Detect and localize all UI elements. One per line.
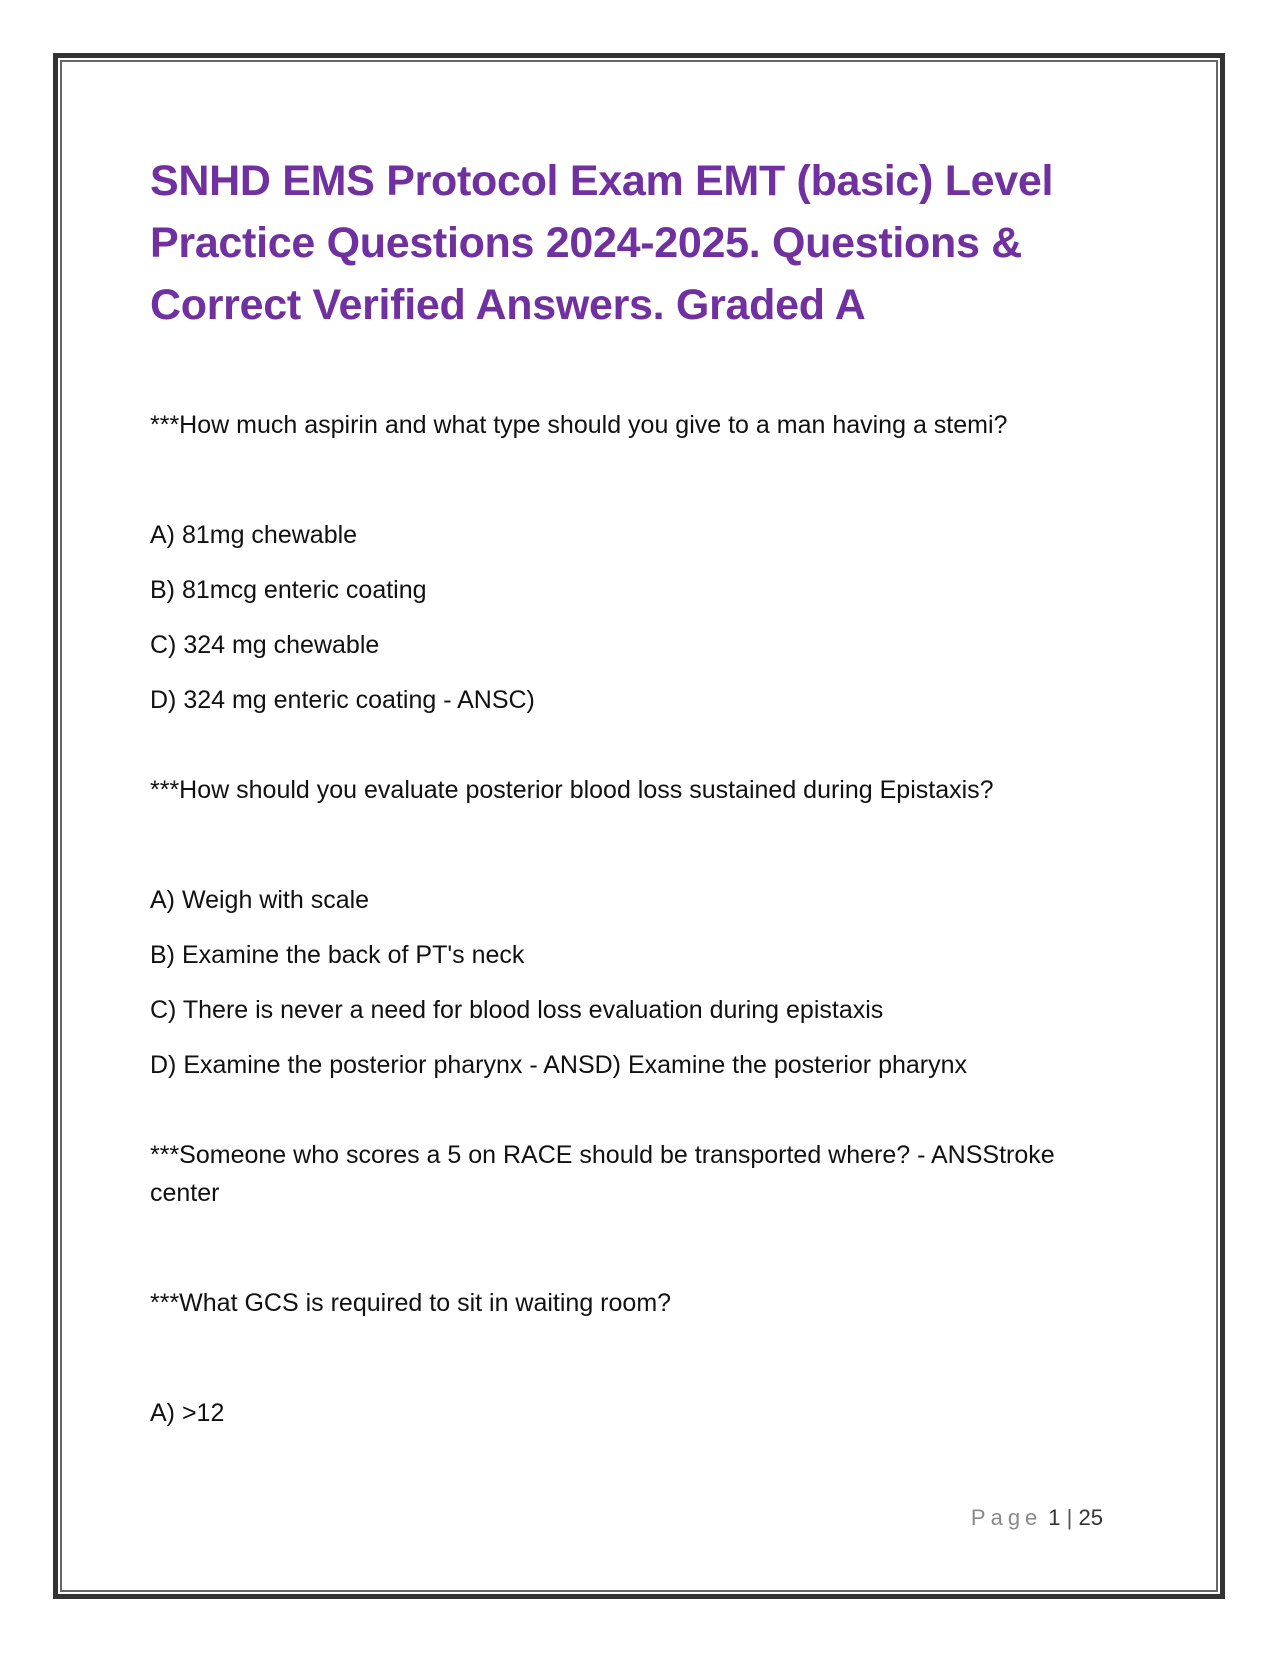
option-1a: A) 81mg chewable [150,521,358,549]
option-2a: A) Weigh with scale [150,886,370,914]
document-content [150,150,1130,1449]
option-1c: C) 324 mg chewable [150,631,380,659]
option-1b: B) 81mcg enteric coating [150,576,427,604]
option-2b: B) Examine the back of PT's neck [150,941,525,969]
page-number: 1 [1048,1505,1061,1530]
question-1: ***How much aspirin and what type should you give to a man having a stemi? [150,411,1008,439]
question-2: ***How should you evaluate posterior blood loss sustained during Epistaxis? [150,776,994,804]
question-4: ***What GCS is required to sit in waiting room? [150,1289,672,1317]
option-2d: D) Examine the posterior pharynx - ANSD) Examine the posterior pharynx [150,1051,968,1079]
question-1-options [150,516,1130,719]
option-2c: C) There is never a need for blood loss evaluation during epistaxis [150,996,884,1024]
total-pages: 25 [1078,1505,1103,1530]
option-1d: D) 324 mg enteric coating - ANSC) [150,686,535,714]
question-3: ***Someone who scores a 5 on RACE should be transported where? - ANSStroke center [150,1141,1055,1207]
page-separator: | [1066,1505,1073,1530]
page-word: Page [970,1505,1043,1530]
option-4a: A) >12 [150,1399,225,1427]
question-2-options [150,881,1130,1084]
question-4-options [150,1394,1130,1432]
document-title: SNHD EMS Protocol Exam EMT (basic) Level Practice Questions 2024-2025. Questions & Correct Verified Answers. Graded A [150,157,1054,329]
page-footer [971,1503,1103,1533]
